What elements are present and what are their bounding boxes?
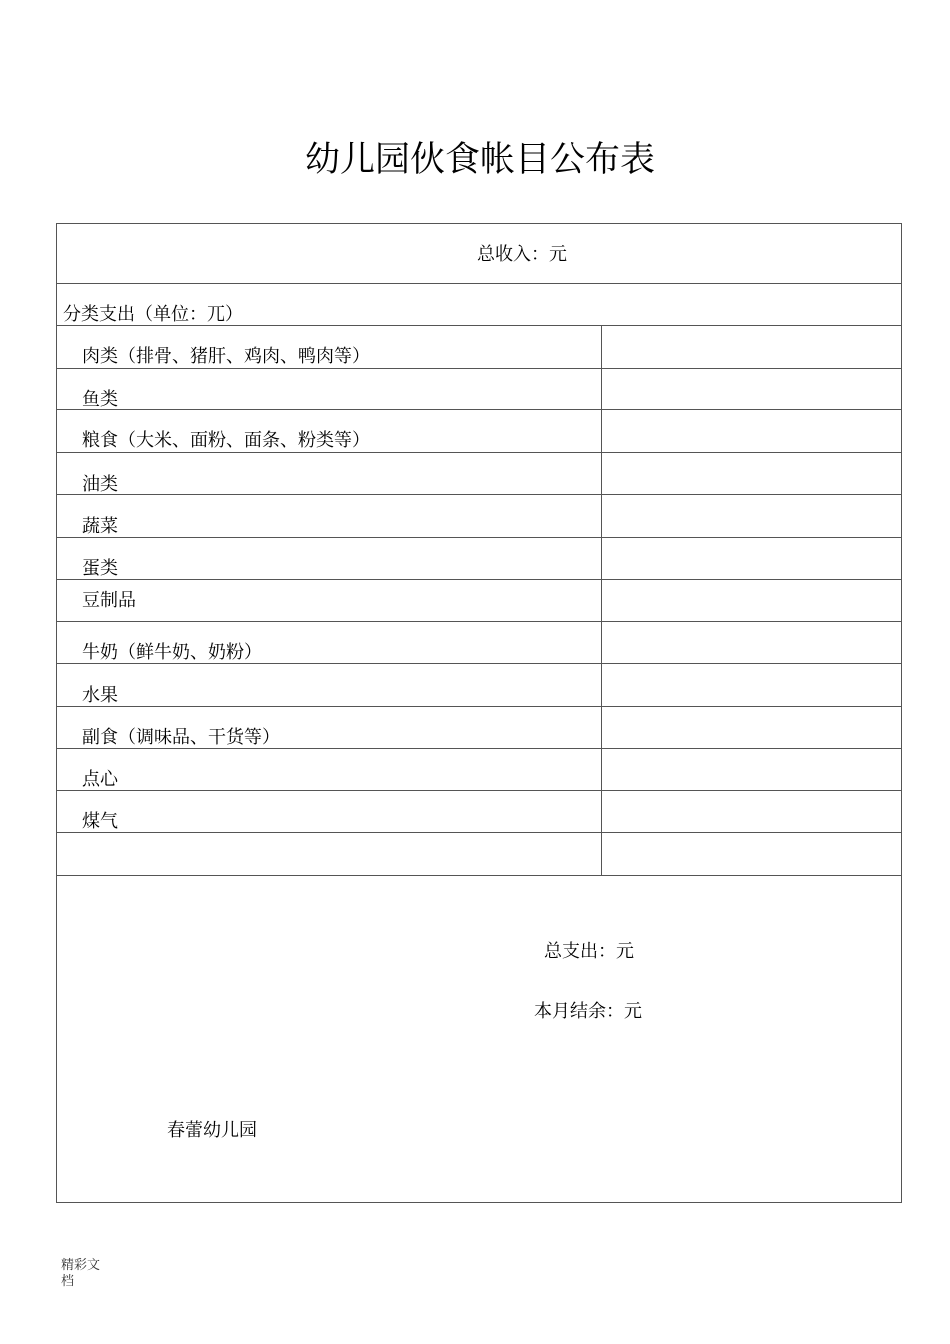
category-header: 分类支出（单位：兀）	[63, 304, 243, 325]
monthly-balance-label: 本月结余：元	[534, 1001, 642, 1022]
category-oil: 油类	[82, 474, 118, 495]
category-fish: 鱼类	[82, 389, 118, 410]
category-eggs: 蛋类	[82, 558, 118, 579]
divider-income	[57, 283, 902, 284]
category-snacks: 点心	[82, 769, 118, 790]
category-grain: 粮食（大米、面粉、面条、粉类等）	[82, 430, 370, 451]
category-fruit: 水果	[82, 685, 118, 706]
divider-row-7	[57, 621, 902, 622]
divider-row-6	[57, 579, 902, 580]
category-milk: 牛奶（鲜牛奶、奶粉）	[82, 642, 262, 663]
divider-row-8	[57, 663, 902, 664]
page-title: 幼儿园伙食帐目公布表	[304, 140, 655, 180]
category-meat: 肉类（排骨、猪肝、鸡肉、鸭肉等）	[82, 346, 370, 367]
category-soy: 豆制品	[82, 590, 136, 611]
column-divider	[601, 325, 602, 875]
divider-row-2	[57, 409, 902, 410]
divider-row-10	[57, 748, 902, 749]
category-side-food: 副食（调味品、干货等）	[82, 727, 280, 748]
divider-row-5	[57, 537, 902, 538]
divider-row-4	[57, 494, 902, 495]
category-vegetables: 蔬菜	[82, 516, 118, 537]
footer-note: 精彩文档	[61, 1258, 101, 1289]
kindergarten-name: 春蕾幼儿园	[167, 1120, 257, 1141]
divider-row-1	[57, 368, 902, 369]
divider-row-9	[57, 706, 902, 707]
category-gas: 煤气	[82, 811, 118, 832]
divider-category-header	[57, 325, 902, 326]
divider-row-12	[57, 832, 902, 833]
divider-row-13	[57, 875, 902, 876]
ledger-table	[56, 223, 902, 1203]
divider-row-3	[57, 452, 902, 453]
divider-row-11	[57, 790, 902, 791]
total-expense-label: 总支出：元	[544, 941, 634, 962]
total-income-label: 总收入：元	[477, 244, 567, 265]
